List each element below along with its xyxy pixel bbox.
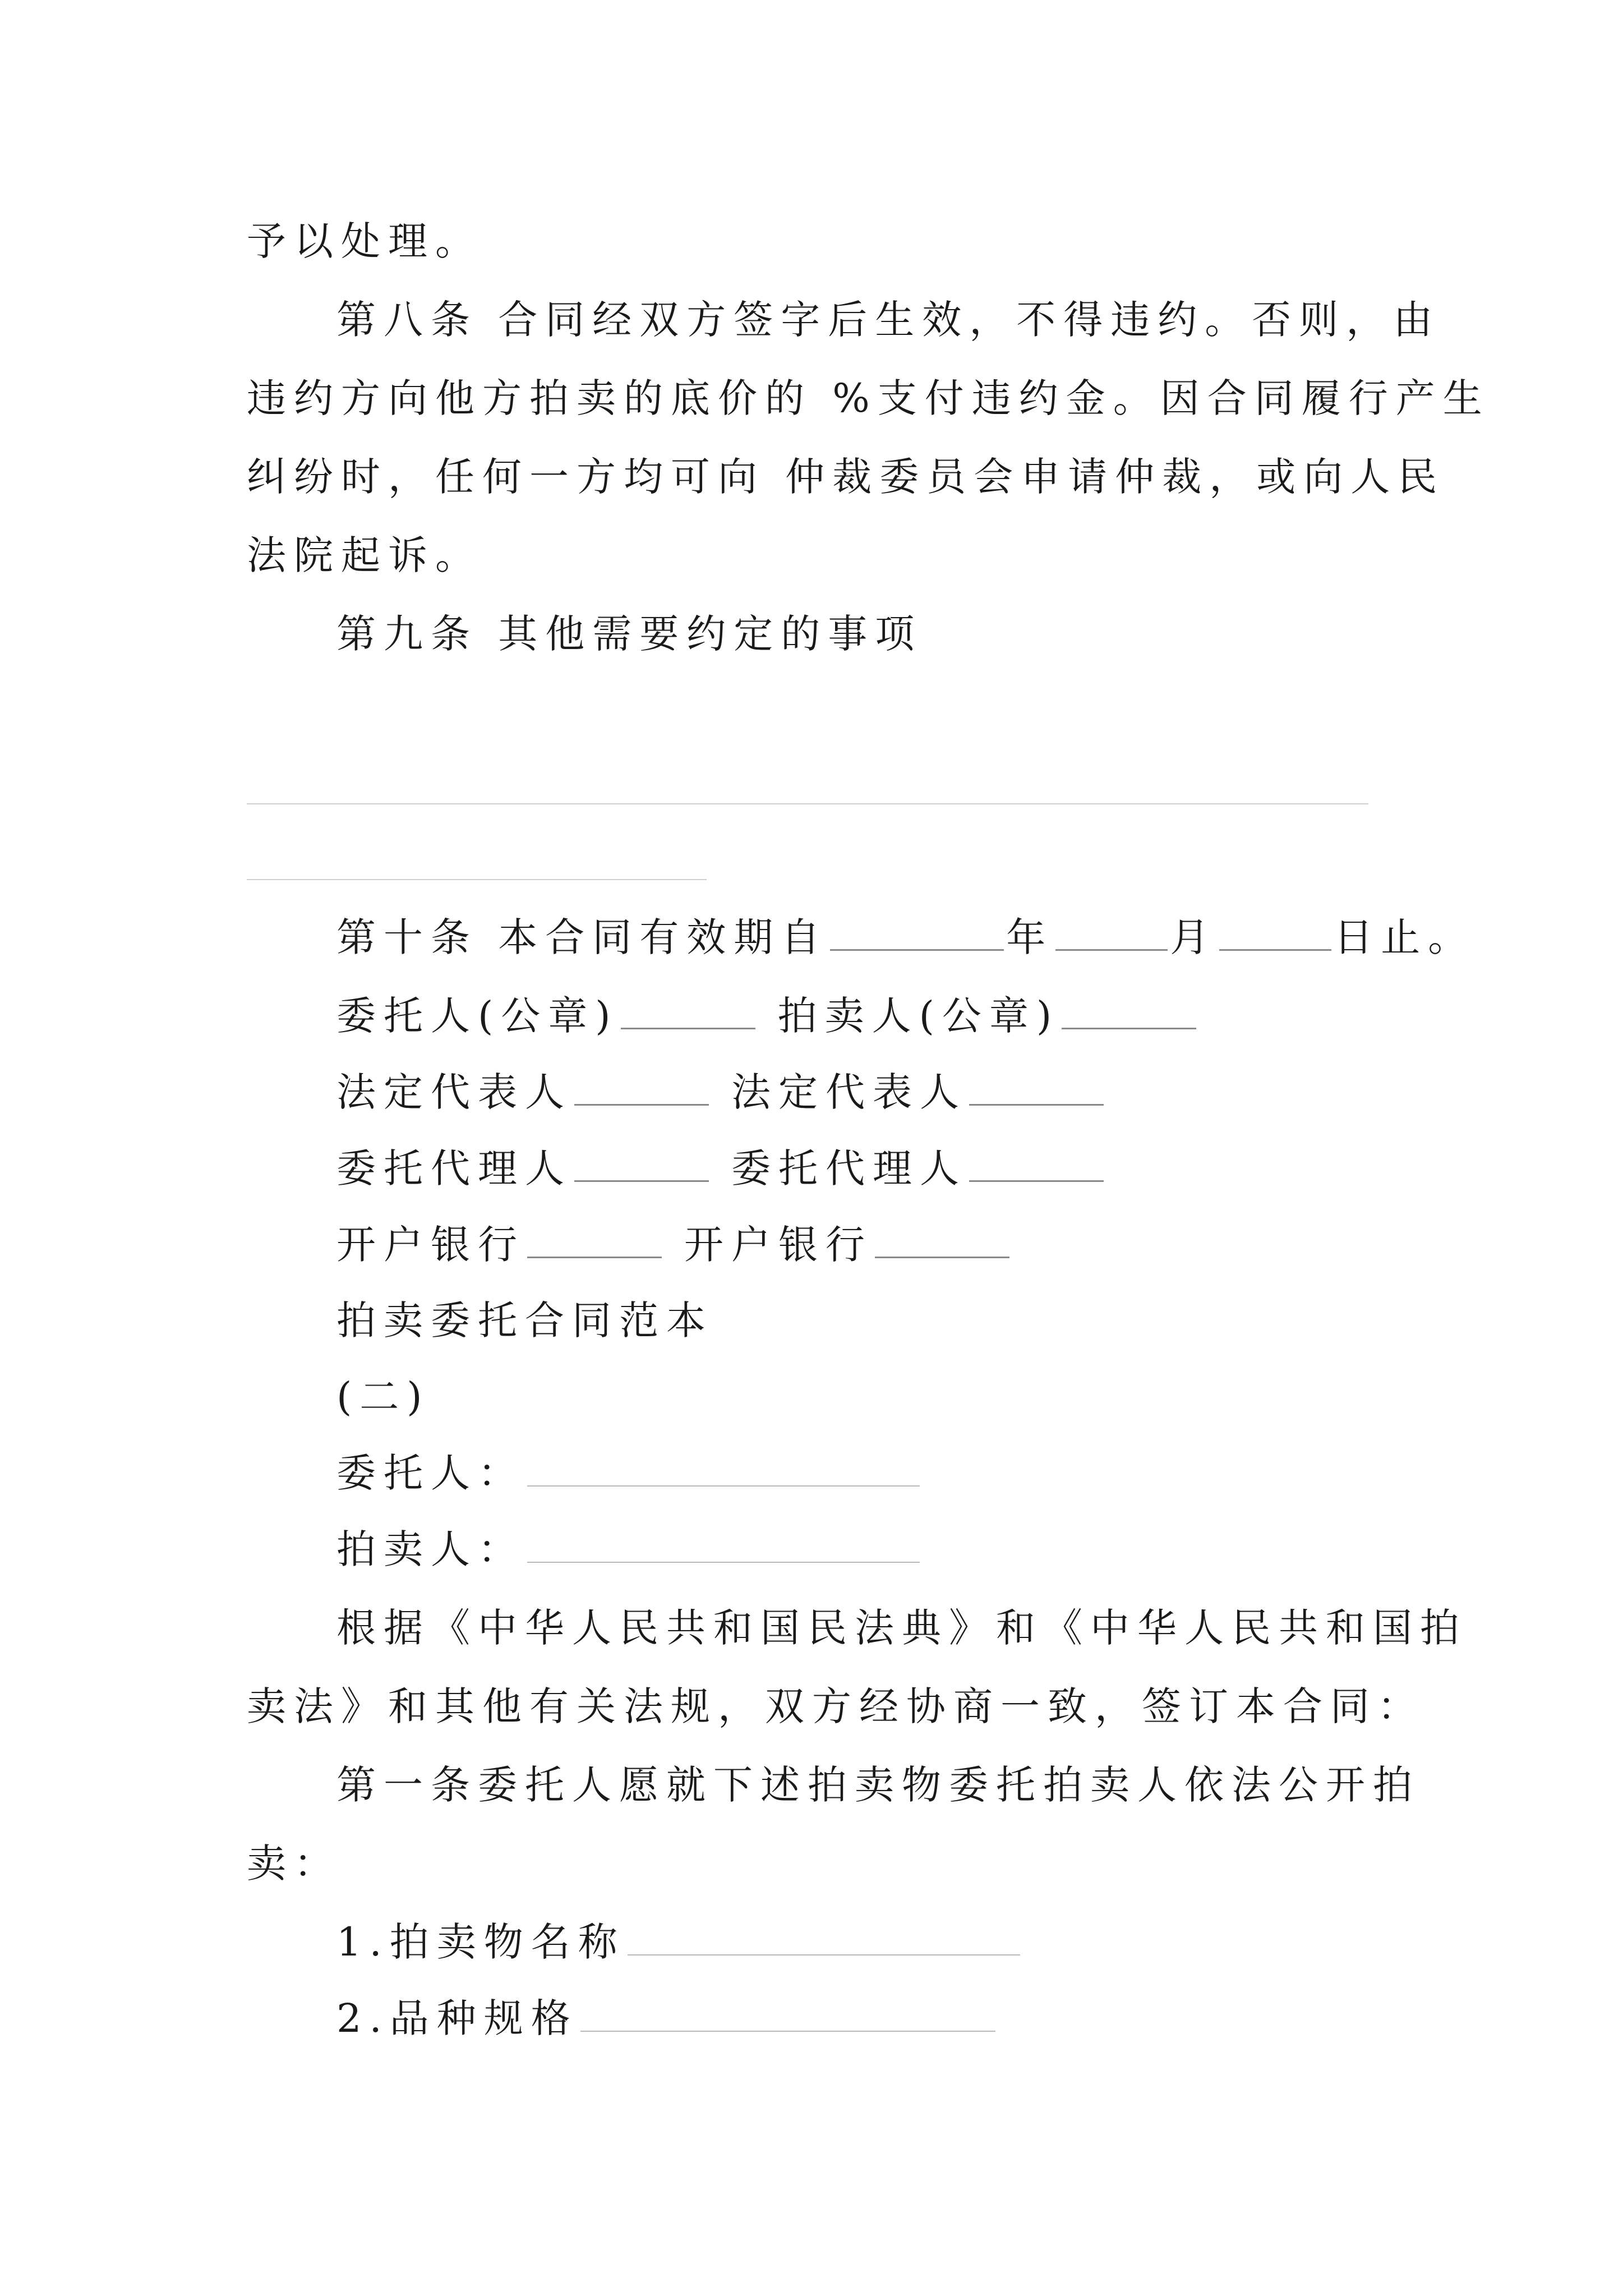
article-1-line-2: 卖： bbox=[247, 1841, 341, 1887]
client-line bbox=[336, 1446, 1391, 1500]
year-label: 年 bbox=[1006, 914, 1054, 960]
preamble-line-2: 卖法》和其他有关法规，双方经协商一致，签订本合同： bbox=[247, 1683, 1424, 1729]
article-10-line bbox=[336, 910, 1476, 964]
auctioneer-blank[interactable] bbox=[527, 1522, 920, 1563]
client-agent-label: 委托代理人 bbox=[336, 1145, 572, 1191]
client-bank-blank[interactable] bbox=[527, 1217, 662, 1258]
article-9-heading: 第九条 其他需要约定的事项 bbox=[336, 611, 923, 657]
item-spec-label: 2.品种规格 bbox=[336, 1995, 578, 2041]
client-seal-blank[interactable] bbox=[621, 988, 755, 1029]
preamble-line-1: 根据《中华人民共和国民法典》和《中华人民共和国拍 bbox=[336, 1605, 1467, 1651]
month-label: 月 bbox=[1170, 914, 1218, 960]
fill-in-rule-short bbox=[247, 879, 707, 880]
bank-line bbox=[336, 1217, 1391, 1271]
auctioneer-line bbox=[336, 1522, 1391, 1576]
day-label: 日止。 bbox=[1334, 914, 1476, 960]
fill-in-rule-long bbox=[247, 803, 1368, 804]
client-legal-rep-label: 法定代表人 bbox=[336, 1069, 572, 1115]
auctioneer-legal-rep-blank[interactable] bbox=[969, 1065, 1104, 1106]
item-spec-line bbox=[336, 1991, 1391, 2045]
legal-rep-line bbox=[336, 1065, 1391, 1119]
client-label: 委托人： bbox=[336, 1450, 525, 1496]
auctioneer-agent-blank[interactable] bbox=[969, 1141, 1104, 1182]
seal-line bbox=[336, 988, 1391, 1042]
auctioneer-bank-label: 开户银行 bbox=[684, 1222, 873, 1268]
client-seal-label: 委托人(公章) bbox=[336, 993, 619, 1039]
template-subtitle: (二) bbox=[336, 1374, 430, 1420]
client-blank[interactable] bbox=[527, 1446, 920, 1487]
client-legal-rep-blank[interactable] bbox=[574, 1065, 709, 1106]
article-10-text: 第十条 本合同有效期自 bbox=[336, 914, 828, 960]
item-name-blank[interactable] bbox=[628, 1915, 1020, 1955]
auctioneer-agent-label: 委托代理人 bbox=[731, 1145, 967, 1191]
client-bank-label: 开户银行 bbox=[336, 1222, 525, 1268]
article-8-line-4: 法院起诉。 bbox=[247, 532, 482, 578]
item-spec-blank[interactable] bbox=[580, 1991, 995, 2032]
article-8-line-1: 第八条 合同经双方签字后生效，不得违约。否则，由 bbox=[336, 297, 1441, 343]
month-blank[interactable] bbox=[1055, 910, 1168, 951]
template-title: 拍卖委托合同范本 bbox=[336, 1297, 713, 1343]
item-name-label: 1.拍卖物名称 bbox=[336, 1919, 625, 1965]
article-8-line-3: 纠纷时，任何一方均可向 仲裁委员会申请仲裁，或向人民 bbox=[247, 454, 1445, 500]
article-1-line-1: 第一条委托人愿就下述拍卖物委托拍卖人依法公开拍 bbox=[336, 1762, 1420, 1808]
agent-line bbox=[336, 1141, 1391, 1195]
article-8-line-2: 违约方向他方拍卖的底价的 %支付违约金。因合同履行产生 bbox=[247, 375, 1490, 421]
client-agent-blank[interactable] bbox=[574, 1141, 709, 1182]
paragraph-line: 予以处理。 bbox=[247, 218, 482, 264]
day-blank[interactable] bbox=[1219, 910, 1331, 951]
auctioneer-seal-blank[interactable] bbox=[1062, 988, 1196, 1029]
item-name-line bbox=[336, 1915, 1391, 1969]
auctioneer-label: 拍卖人： bbox=[336, 1526, 525, 1572]
year-blank[interactable] bbox=[830, 910, 1004, 951]
auctioneer-seal-label: 拍卖人(公章) bbox=[777, 993, 1060, 1039]
auctioneer-legal-rep-label: 法定代表人 bbox=[731, 1069, 967, 1115]
auctioneer-bank-blank[interactable] bbox=[875, 1217, 1009, 1258]
